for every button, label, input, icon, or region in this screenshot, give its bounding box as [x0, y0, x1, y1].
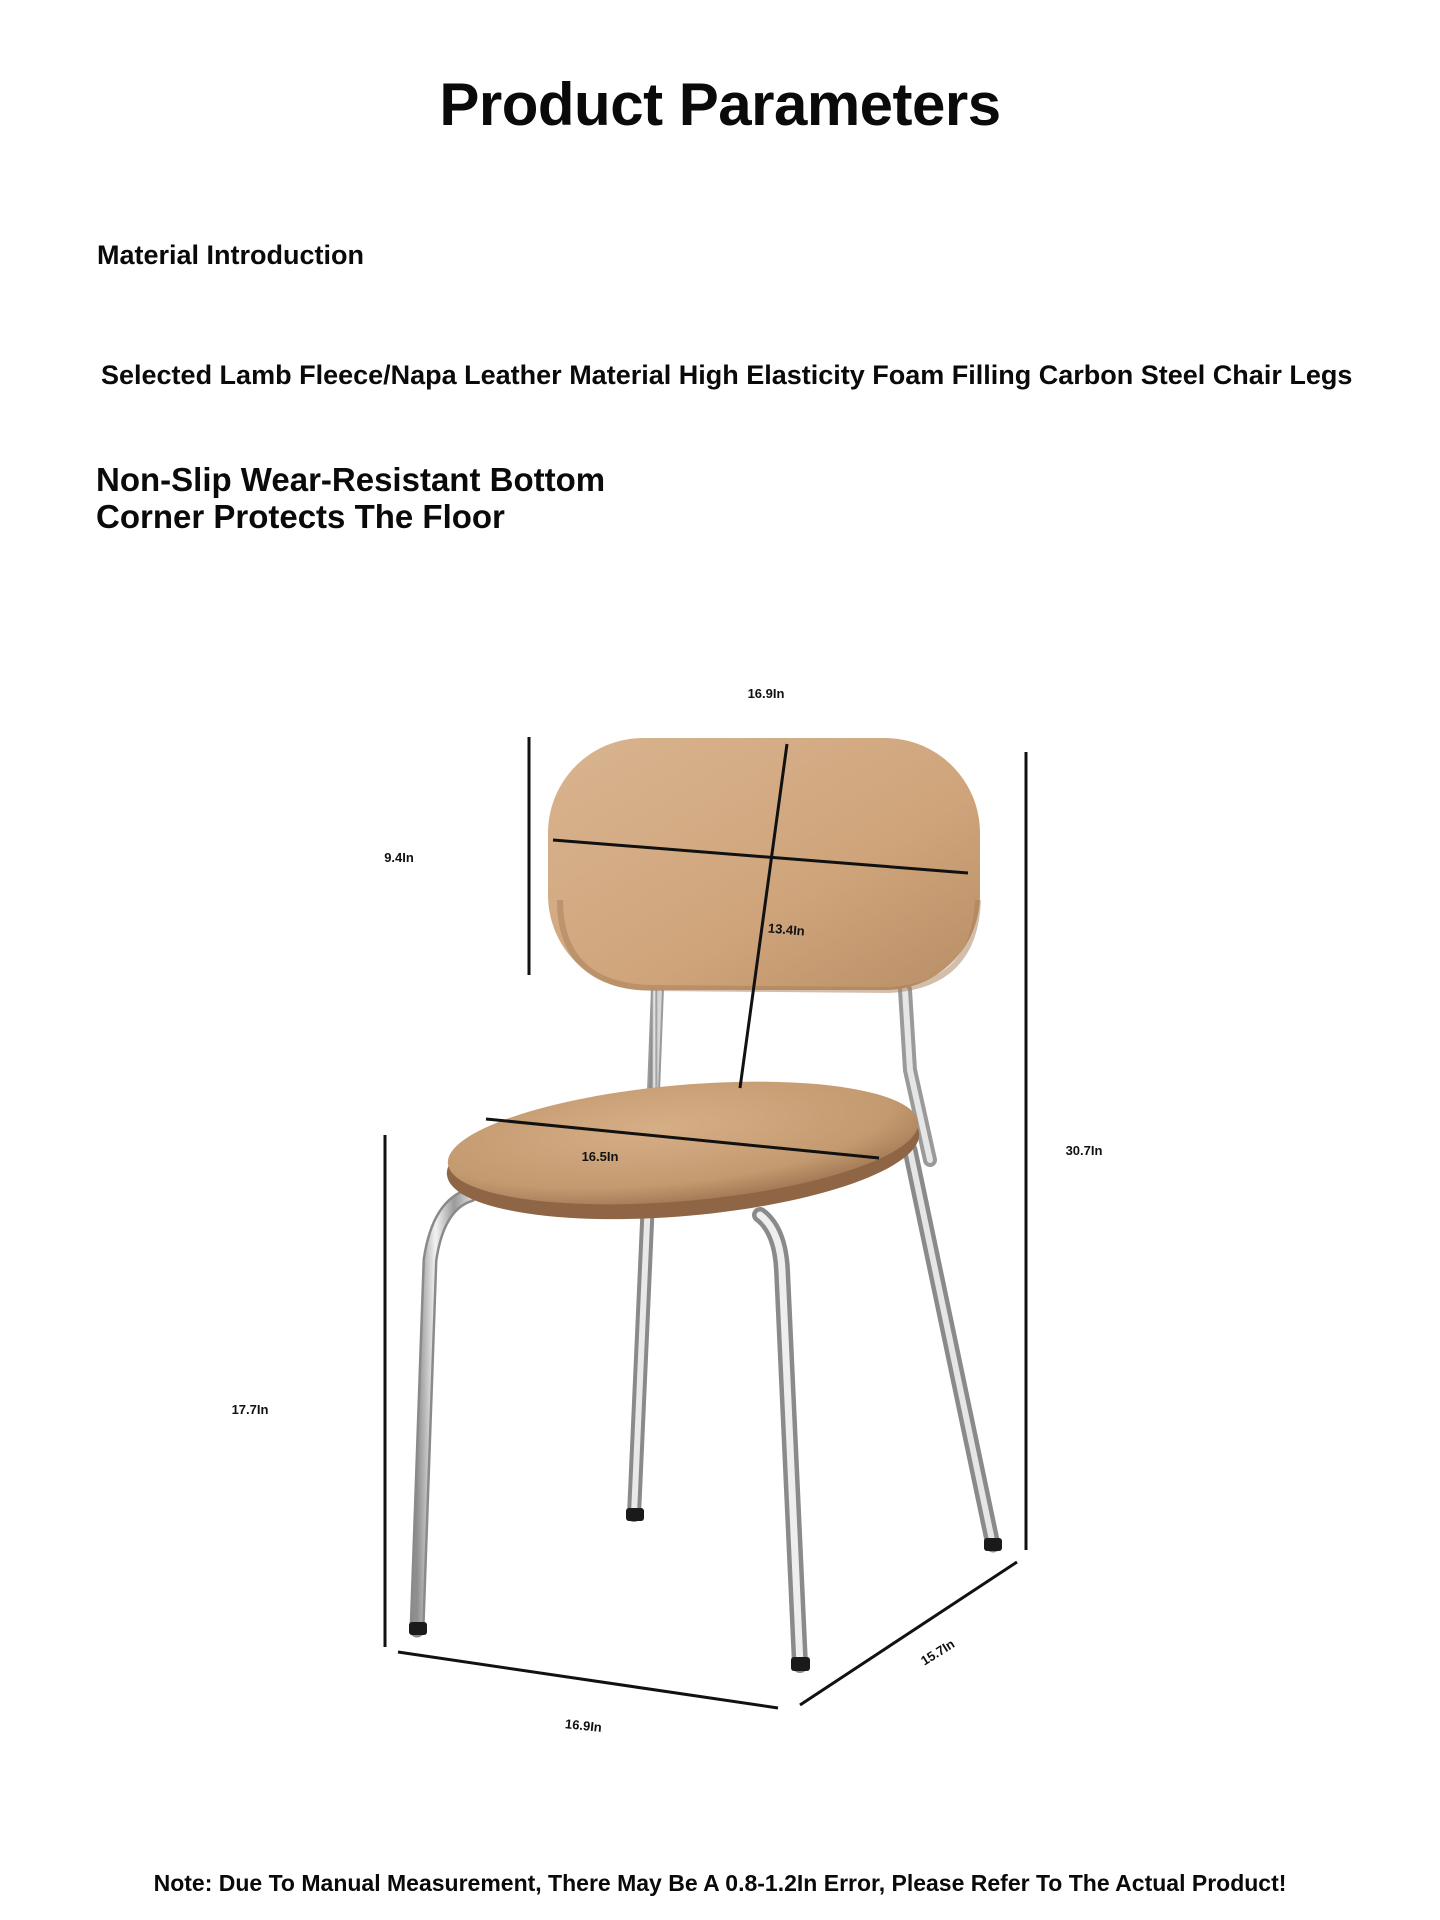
- seat-cushion: [441, 1065, 924, 1237]
- feature-line-1: Non-Slip Wear-Resistant Bottom: [96, 461, 606, 498]
- label-seat-height: 17.7In: [231, 1402, 269, 1417]
- label-base-depth: 15.7In: [918, 1636, 958, 1669]
- label-backrest-height: 9.4In: [384, 850, 414, 865]
- leg-floor-protectors: [409, 1508, 1002, 1671]
- chair-legs: [417, 1150, 993, 1665]
- backrest: [548, 738, 980, 990]
- base-depth-line: [800, 1562, 1017, 1705]
- base-width-line: [398, 1652, 778, 1708]
- label-seat-width: 16.5In: [581, 1149, 619, 1164]
- label-total-height: 30.7In: [1065, 1143, 1103, 1158]
- page-title: Product Parameters: [439, 71, 1001, 138]
- measurement-note: Note: Due To Manual Measurement, There May Be A 0.8-1.2In Error, Please Refer To The Actual Product!: [153, 1870, 1287, 1896]
- label-backrest-width: 16.9In: [747, 686, 785, 701]
- feature-line-2: Corner Protects The Floor: [96, 498, 505, 535]
- label-backrest-to-seat: 13.4In: [767, 920, 806, 939]
- material-description: Selected Lamb Fleece/Napa Leather Material High Elasticity Foam Filling Carbon Steel Chair Legs: [101, 360, 1353, 390]
- label-base-width: 16.9In: [564, 1716, 603, 1735]
- material-heading: Material Introduction: [97, 240, 365, 270]
